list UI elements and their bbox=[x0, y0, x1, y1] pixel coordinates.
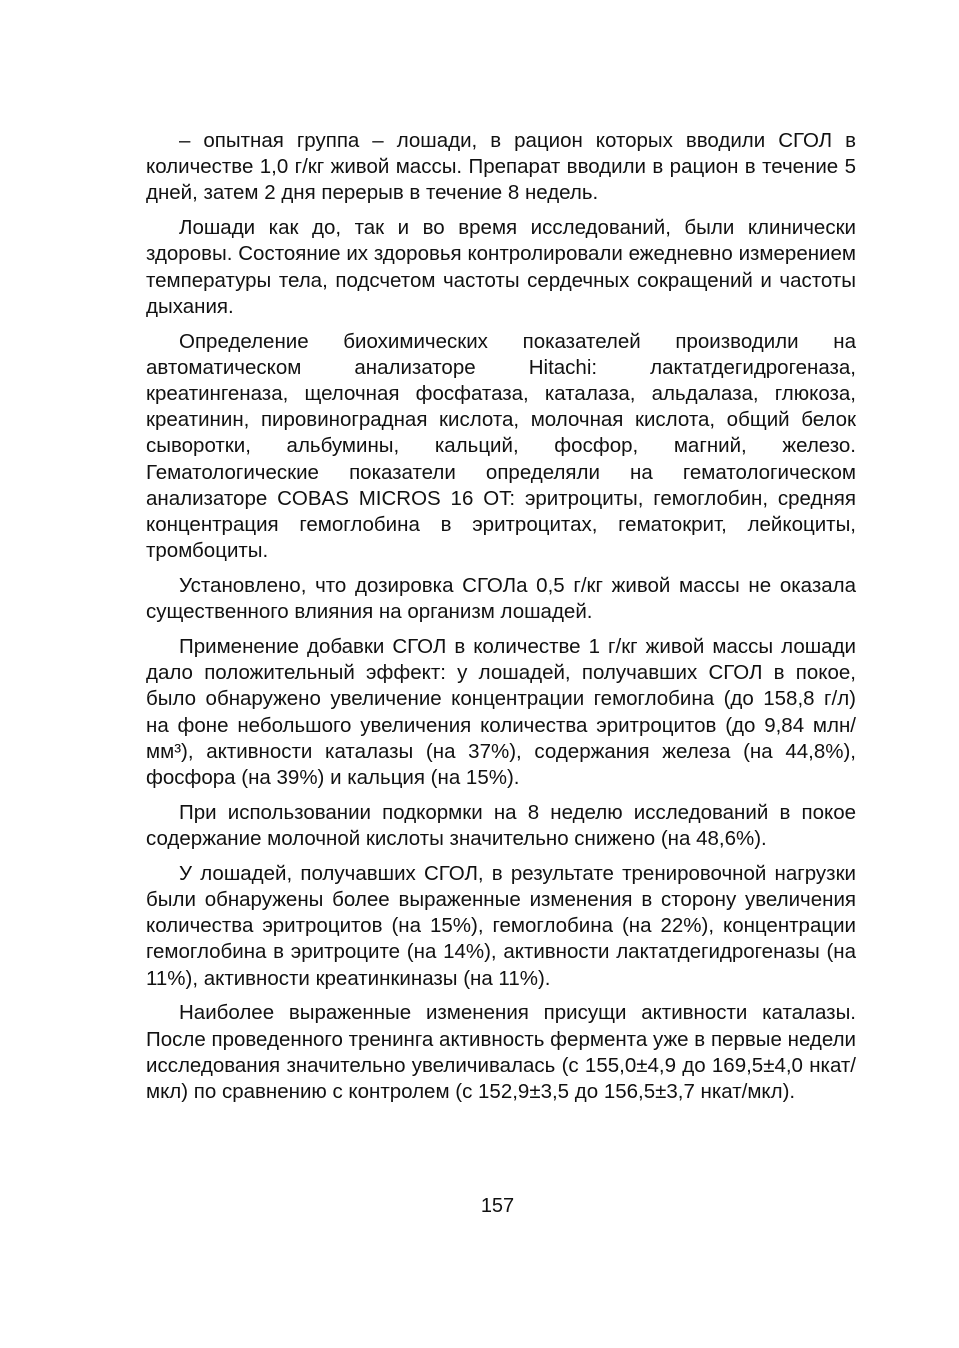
paragraph-clinical-health: Лошади как до, так и во время исследований, были клинически здоровы. Состояние их здоровья контролировали ежедневно измерением температуры тела, подсчетом частоты сердечных сокращений и частоты дыхания. bbox=[146, 216, 856, 318]
paragraph-training-load: У лошадей, получавших СГОЛ, в результате тренировочной нагрузки были обнаружены более выраженные изменения в сторону увеличения количества эритроцитов (на 15%), гемоглобина (на 22%), концентрации гемоглобина в эритроците (на 14%), активности лактатдегидрогеназы (на 11%), активности креатинкиназы (на 11%). bbox=[146, 861, 856, 990]
paragraph-biochemical-analysis: Определение биохимических показателей производили на автоматическом анализаторе Hitachi: лактатдегидрогеназа, креатингеназа, щелочная фосфатаза, каталаза, альдалаза, глюкоза, креатинин, пировиноградная кислота, молочная кислота, общий белок сыворотки, альбумины, кальций, фосфор, магний, железо. Гематологические показатели определяли на гематологическом анализаторе COBAS MICROS 16 OT: эритроциты, гемоглобин, средняя концентрация гемоглобина в эритроцитах, гематокрит, лейкоциты, тромбоциты. bbox=[146, 329, 856, 563]
paragraph-supplement-effect: Применение добавки СГОЛ в количестве 1 г/кг живой массы лошади дало положительный эффект: у лошадей, получавших СГОЛ в покое, было обнаружено увеличение концентрации гемоглобина (до 158,8 г/л) на фоне небольшого увеличения количества эритроцитов (до 9,84 млн/мм³), активности каталазы (на 37%), содержания железа (на 44,8%), фосфора (на 39%) и кальция (на 15%). bbox=[146, 635, 856, 790]
paragraph-experimental-group: – опытная группа – лошади, в рацион которых вводили СГОЛ в количестве 1,0 г/кг живой массы. Препарат вводили в рацион в течение 5 дней, затем 2 дня перерыв в течение 8 недель. bbox=[146, 129, 856, 205]
paragraph-catalase: Наиболее выраженные изменения присущи активности каталазы. После проведенного тренинга активность фермента уже в первые недели исследования значительно увеличивалась (с 155,0±4,9 до 169,5±4,0 нкат/мкл) по сравнению с контролем (с 152,9±3,5 до 156,5±3,7 нкат/мкл). bbox=[146, 1001, 856, 1104]
page-number: 157 bbox=[480, 1195, 515, 1217]
paragraph-low-dose-result: Установлено, что дозировка СГОЛа 0,5 г/кг живой массы не оказала существенного влияния на организм лошадей. bbox=[146, 574, 856, 624]
body-text bbox=[146, 128, 856, 1114]
paragraph-lactic-acid: При использовании подкормки на 8 неделю исследований в покое содержание молочной кислоты значительно снижено (на 48,6%). bbox=[146, 800, 856, 851]
